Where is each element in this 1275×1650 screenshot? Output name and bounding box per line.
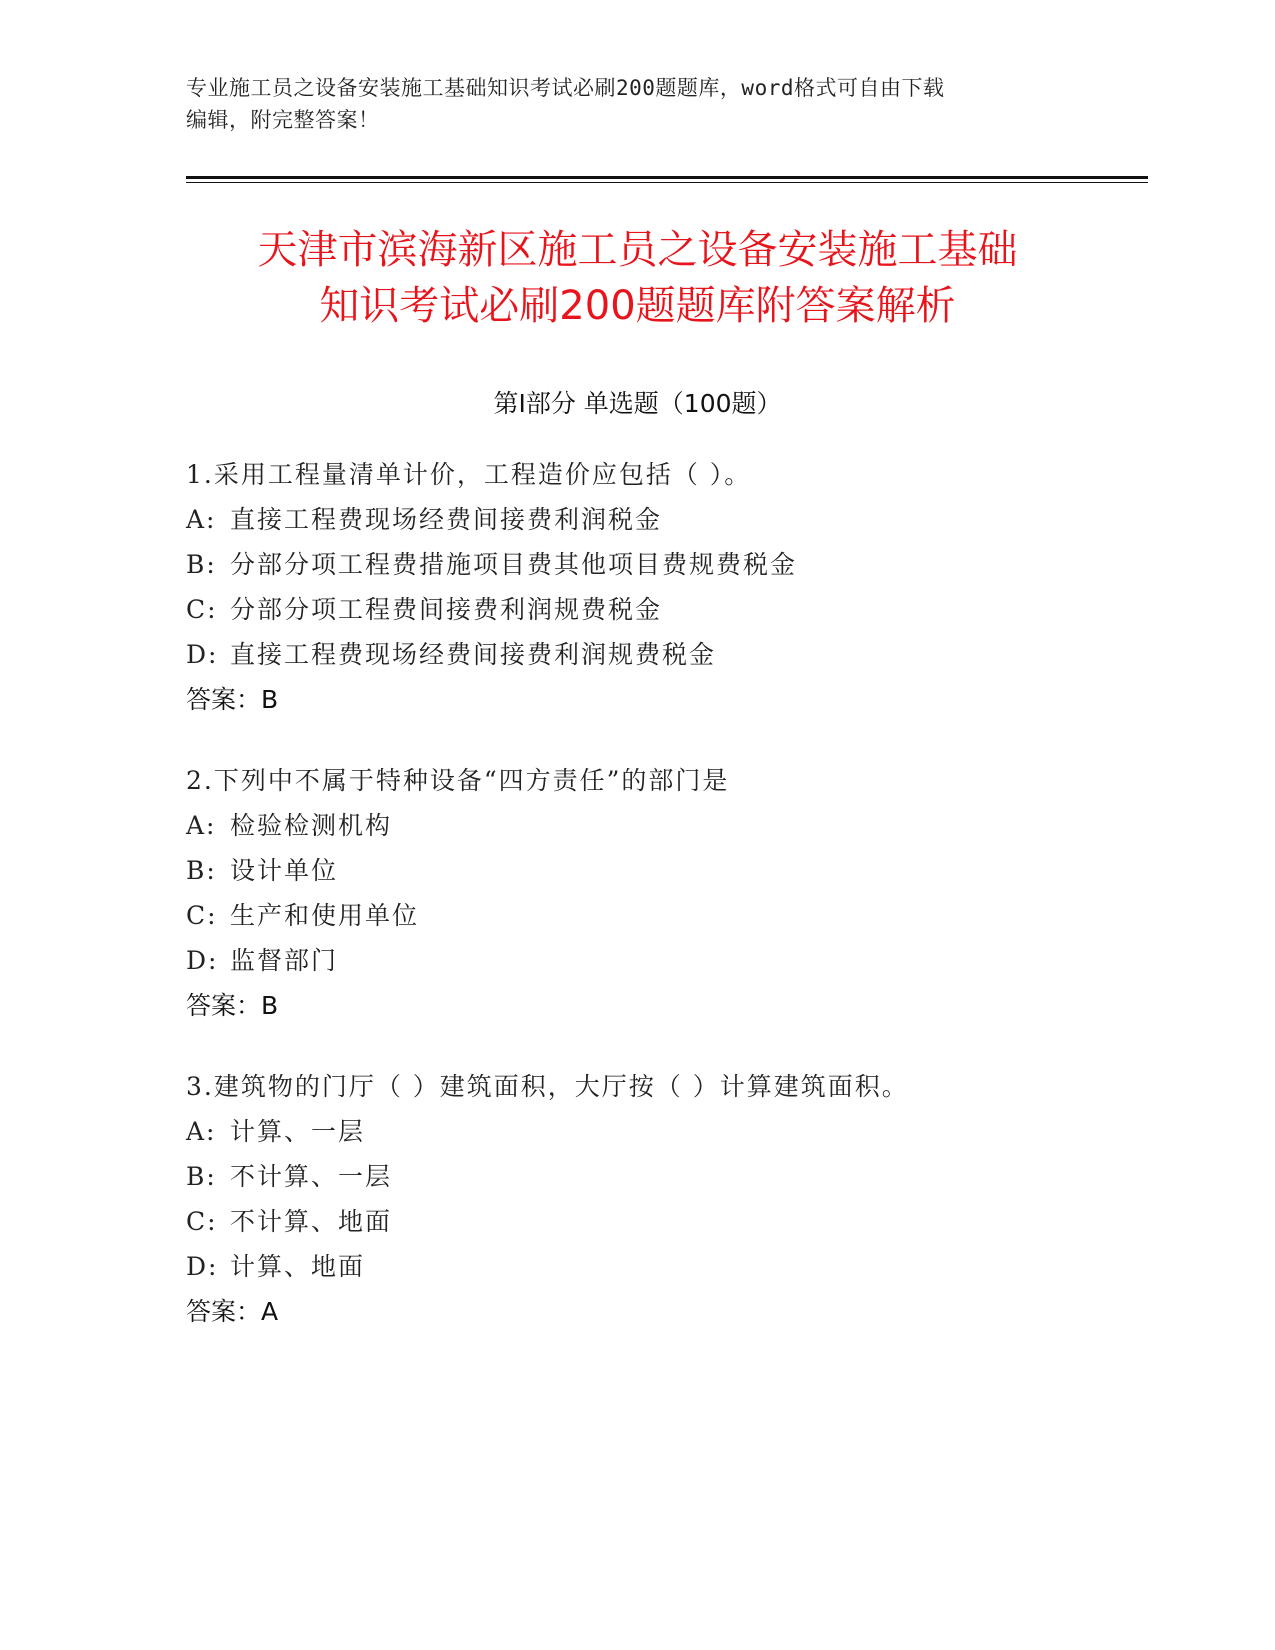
question-stem: 2.下列中不属于特种设备“四方责任”的部门是 bbox=[186, 766, 730, 795]
header-note-line-1: 专业施工员之设备安装施工基础知识考试必刷200题题库，word格式可自由下载 bbox=[186, 76, 945, 100]
header-note-line-2: 编辑，附完整答案！ bbox=[186, 108, 380, 132]
option-text: 直接工程费现场经费间接费利润税金 bbox=[230, 505, 663, 534]
option-c bbox=[186, 587, 1126, 632]
option-text: 计算、地面 bbox=[230, 1252, 366, 1281]
option-b bbox=[186, 1154, 1126, 1199]
answer-line: 答案：A bbox=[186, 1297, 279, 1326]
option-text: 设计单位 bbox=[230, 856, 339, 885]
question-3 bbox=[186, 1064, 1126, 1334]
option-text: 不计算、一层 bbox=[230, 1162, 393, 1191]
option-text: 不计算、地面 bbox=[230, 1207, 393, 1236]
header-note bbox=[186, 72, 1066, 136]
answer-line: 答案：B bbox=[186, 991, 279, 1020]
option-letter: C: bbox=[186, 901, 218, 930]
option-text: 计算、一层 bbox=[230, 1117, 366, 1146]
document-title-line-1: 天津市滨海新区施工员之设备安装施工基础 bbox=[257, 227, 1018, 273]
option-letter: C: bbox=[186, 1207, 218, 1236]
option-a bbox=[186, 803, 1126, 848]
option-c bbox=[186, 893, 1126, 938]
document-title bbox=[150, 222, 1125, 334]
option-d bbox=[186, 1244, 1126, 1289]
question-stem: 1.采用工程量清单计价，工程造价应包括（ ）。 bbox=[186, 460, 752, 489]
question-1 bbox=[186, 452, 1126, 722]
option-letter: B: bbox=[186, 550, 217, 579]
option-letter: B: bbox=[186, 1162, 217, 1191]
document-title-line-2: 知识考试必刷200题题库附答案解析 bbox=[319, 283, 956, 329]
option-text: 直接工程费现场经费间接费利润规费税金 bbox=[230, 640, 717, 669]
option-b bbox=[186, 848, 1126, 893]
option-text: 分部分项工程费间接费利润规费税金 bbox=[230, 595, 663, 624]
question-2 bbox=[186, 758, 1126, 1028]
option-c bbox=[186, 1199, 1126, 1244]
question-stem: 3.建筑物的门厅（ ）建筑面积，大厅按（ ）计算建筑面积。 bbox=[186, 1072, 909, 1101]
option-text: 生产和使用单位 bbox=[230, 901, 420, 930]
option-letter: A: bbox=[186, 811, 217, 840]
option-letter: D: bbox=[186, 946, 219, 975]
option-letter: D: bbox=[186, 1252, 219, 1281]
option-text: 分部分项工程费措施项目费其他项目费规费税金 bbox=[230, 550, 798, 579]
option-letter: A: bbox=[186, 505, 217, 534]
option-letter: D: bbox=[186, 640, 219, 669]
option-text: 监督部门 bbox=[230, 946, 339, 975]
option-b bbox=[186, 542, 1126, 587]
option-a bbox=[186, 1109, 1126, 1154]
option-text: 检验检测机构 bbox=[230, 811, 393, 840]
option-d bbox=[186, 632, 1126, 677]
option-a bbox=[186, 497, 1126, 542]
option-letter: B: bbox=[186, 856, 217, 885]
option-letter: A: bbox=[186, 1117, 217, 1146]
answer-line: 答案：B bbox=[186, 685, 279, 714]
option-letter: C: bbox=[186, 595, 218, 624]
option-d bbox=[186, 938, 1126, 983]
section-heading: 第Ⅰ部分 单选题（100题） bbox=[493, 389, 782, 418]
header-divider-thick bbox=[186, 176, 1148, 179]
header-divider-thin bbox=[186, 182, 1148, 183]
